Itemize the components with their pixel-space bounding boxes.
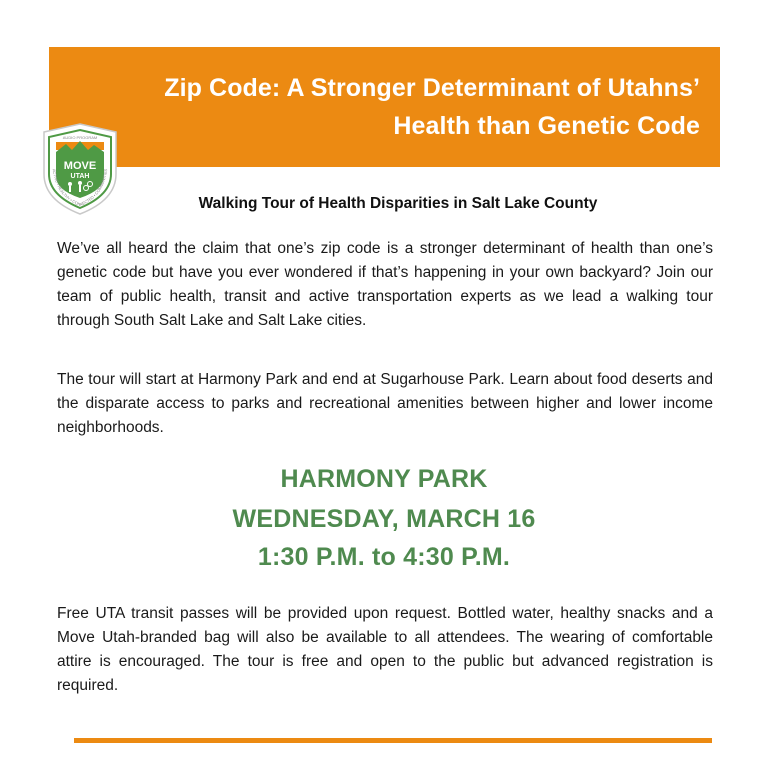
subtitle: Walking Tour of Health Disparities in Salt Lake County [198, 195, 598, 212]
banner-title [100, 69, 700, 145]
event-location: HARMONY PARK [280, 465, 488, 493]
tour-route-paragraph: The tour will start at Harmony Park and end at Sugarhouse Park. Learn about food deserts and the disparate access to parks and recreational amenities between higher and lower income neighborhoods. [57, 371, 713, 436]
logo-move-text: MOVE [63, 160, 97, 172]
intro-paragraph: We’ve all heard the claim that one’s zip code is a stronger determinant of health than one’s genetic code but have you ever wondered if that’s happening in your own backyard? Join our team of public health, transit and active transportation experts as we lead a walking tour through South Salt Lake and Salt Lake cities. [57, 240, 713, 329]
logo-top-text: AUDIO PROGRAM [62, 135, 98, 140]
banner-title-line-1: Zip Code: A Stronger Determinant of Utahns’ [164, 74, 700, 102]
details-paragraph: Free UTA transit passes will be provided upon request. Bottled water, healthy snacks and a Move Utah-branded bag will also be available to all attendees. The wearing of comfortable attire is encouraged. The tour is free and open to the public but advanced registration is required. [57, 605, 713, 694]
event-time: 1:30 P.M. to 4:30 P.M. [257, 543, 511, 571]
title-banner [49, 47, 720, 167]
footer-divider [74, 738, 712, 743]
banner-title-line-2: Health than Genetic Code [393, 112, 700, 140]
logo-ring-text: ACTIVE • HEALTHY • CONNECTED • COMMUNITIES [51, 168, 109, 207]
logo-utah-text: UTAH [70, 173, 90, 180]
event-date: WEDNESDAY, MARCH 16 [232, 505, 536, 533]
